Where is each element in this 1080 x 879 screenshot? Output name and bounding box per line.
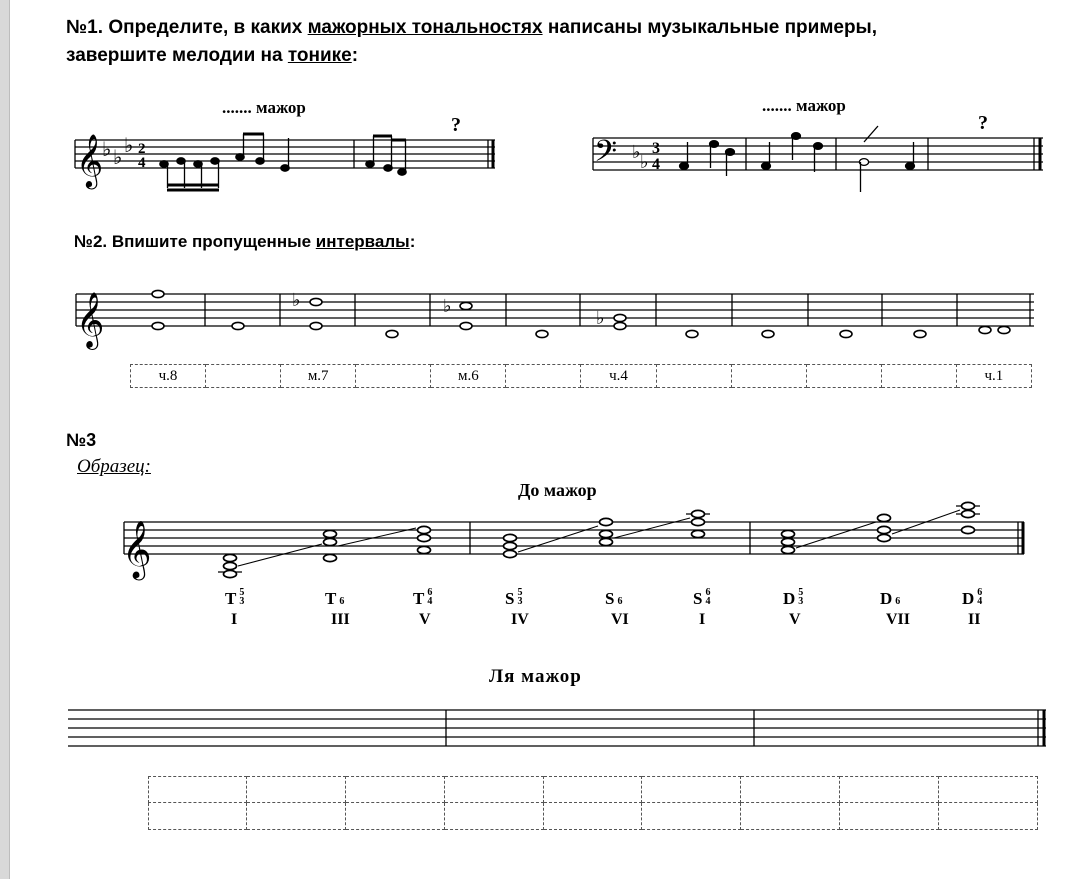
answer-cell[interactable] [544, 803, 643, 830]
chord-function: S [693, 589, 703, 608]
answer-cell[interactable] [741, 803, 840, 830]
chord-figure-bottom: 6 [895, 596, 901, 607]
chord-function: S [605, 589, 615, 608]
task1-text-a: Определите, в каких [108, 17, 303, 38]
chord-function: T [325, 589, 337, 608]
chord-figure-bottom: 6 [617, 596, 623, 607]
chord-label [880, 588, 930, 630]
time-signature-bottom: 4 [652, 156, 660, 173]
chord-figure-bottom: 4 [427, 596, 433, 607]
answer-cell[interactable] [642, 776, 741, 803]
answer-cell[interactable] [939, 803, 1038, 830]
chord-degree: VI [611, 611, 629, 628]
interval-box[interactable]: ч.1 [957, 364, 1032, 388]
task1-text-e: тонике [287, 45, 352, 66]
task1-text-d: завершите мелодии на [66, 45, 283, 66]
flat-icon: ♭ [596, 308, 605, 328]
chord-figure-bottom: 3 [517, 596, 523, 607]
chord-degree: I [699, 611, 706, 628]
flat-icon: ♭ [443, 296, 452, 316]
chord-label [783, 588, 833, 630]
example2-staff [588, 122, 1048, 202]
answer-cell[interactable] [544, 776, 643, 803]
task2-heading [74, 232, 415, 252]
flat-icon: ♭ [640, 152, 649, 172]
answer-cell[interactable] [247, 776, 346, 803]
example1-key-label: ....... мажор [222, 98, 306, 117]
interval-box[interactable]: ч.8 [130, 364, 206, 388]
chord-label [413, 588, 463, 630]
chord-label [225, 588, 275, 630]
chord-figure-bottom: 6 [339, 596, 345, 607]
interval-box[interactable] [657, 364, 732, 388]
chord-degree: V [789, 611, 801, 628]
task1-text-c: написаны музыкальные примеры, [547, 17, 878, 38]
task-key-title: Ля мажор [489, 666, 582, 687]
chord-degree: V [419, 611, 431, 628]
chord-figure-bottom: 3 [798, 596, 804, 607]
answer-cell[interactable] [939, 776, 1038, 803]
chord-function: T [225, 589, 237, 608]
sample-chord-staff [118, 500, 1033, 585]
example2-key-label: ....... мажор [762, 96, 846, 115]
time-signature-top: 2 [138, 141, 146, 157]
chord-figure-bottom: 4 [705, 596, 711, 607]
chord-degree: II [968, 611, 981, 628]
interval-box[interactable] [206, 364, 281, 388]
chord-function: D [962, 589, 975, 608]
chord-function: D [783, 589, 796, 608]
answer-grid [148, 776, 1038, 830]
answer-cell[interactable] [741, 776, 840, 803]
treble-clef-icon: 𝄞 [76, 135, 104, 186]
sample-key-title: До мажор [518, 480, 597, 500]
chord-label [693, 588, 743, 630]
interval-box[interactable] [807, 364, 882, 388]
answer-cell[interactable] [148, 803, 247, 830]
example1-staff [70, 124, 500, 204]
task1-heading [66, 14, 1056, 70]
task1-text-b: мажорных тональностях [307, 17, 543, 38]
chord-figure-top: 5 [239, 587, 245, 598]
chord-degree: VII [886, 611, 911, 628]
chord-function: D [880, 589, 893, 608]
answer-cell[interactable] [148, 776, 247, 803]
answer-cell[interactable] [247, 803, 346, 830]
interval-box[interactable]: м.7 [281, 364, 356, 388]
task2-text-b: интервалы [315, 232, 410, 251]
interval-answer-row [130, 364, 1032, 388]
flat-icon: ♭ [124, 135, 134, 157]
treble-clef-icon: 𝄞 [76, 294, 105, 347]
answer-cell[interactable] [346, 803, 445, 830]
chord-figure-top: 6 [427, 587, 433, 598]
answer-cell[interactable] [642, 803, 741, 830]
task1-number: №1. [66, 17, 104, 38]
task2-number: №2. [74, 232, 108, 251]
example1-question: ? [451, 114, 461, 136]
interval-box[interactable] [506, 364, 581, 388]
answer-cell[interactable] [445, 803, 544, 830]
interval-box[interactable]: м.6 [431, 364, 506, 388]
empty-answer-staff[interactable] [66, 702, 1050, 762]
chord-function: T [413, 589, 425, 608]
chord-figure-top: 5 [517, 587, 523, 598]
chord-label [505, 588, 555, 630]
interval-box[interactable]: ч.4 [581, 364, 656, 388]
example2-question: ? [978, 112, 988, 134]
interval-staff [68, 278, 1048, 358]
answer-cell[interactable] [840, 803, 939, 830]
sample-label: Образец: [77, 456, 151, 477]
chord-label [962, 588, 1012, 630]
task3-number: №3 [66, 430, 97, 450]
chord-function: S [505, 589, 515, 608]
flat-icon: ♭ [632, 142, 641, 162]
task2-text-a: Впишите пропущенные [111, 232, 312, 251]
time-signature-top: 3 [652, 140, 660, 157]
page-margin-rail [0, 0, 10, 879]
interval-box[interactable] [882, 364, 957, 388]
treble-clef-icon: 𝄞 [122, 521, 152, 577]
answer-cell[interactable] [445, 776, 544, 803]
chord-figure-top: 6 [705, 587, 711, 598]
time-signature-bottom: 4 [138, 155, 146, 171]
answer-cell[interactable] [840, 776, 939, 803]
interval-box[interactable] [356, 364, 431, 388]
flat-icon: ♭ [113, 147, 123, 169]
chord-figure-top: 6 [977, 587, 983, 598]
chord-degree: III [331, 611, 350, 628]
answer-cell[interactable] [346, 776, 445, 803]
chord-degree: IV [511, 611, 529, 628]
task1-text-f: : [351, 45, 359, 66]
interval-box[interactable] [732, 364, 807, 388]
chord-figure-top: 5 [798, 587, 804, 598]
chord-degree: I [231, 611, 238, 628]
flat-icon: ♭ [292, 290, 301, 310]
task2-text-c: : [409, 232, 416, 251]
chord-figure-bottom: 3 [239, 596, 245, 607]
chord-label [605, 588, 655, 630]
flat-icon: ♭ [102, 139, 112, 161]
chord-figure-bottom: 4 [977, 596, 983, 607]
chord-label [325, 588, 375, 630]
bass-clef-icon: 𝄢 [594, 135, 618, 175]
